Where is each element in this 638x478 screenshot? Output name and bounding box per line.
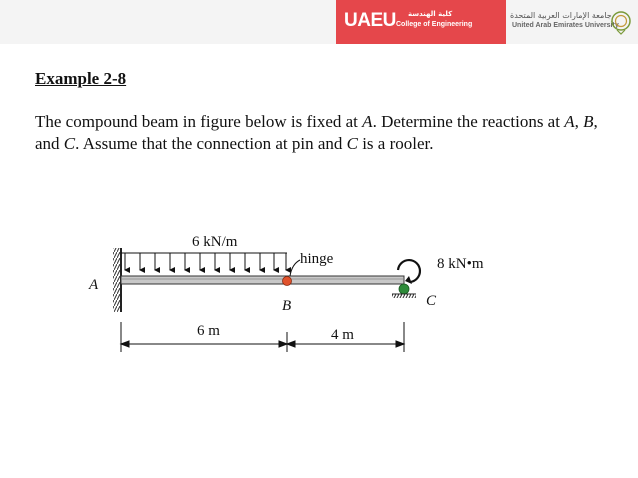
hinge-pin [283, 277, 292, 286]
point-b-label: B [282, 298, 292, 314]
span-bc-label: 4 m [331, 327, 354, 343]
uaeu-logo: UAEU [344, 10, 396, 31]
roller-support-c [392, 284, 416, 298]
university-name-arabic: جامعة الإمارات العربية المتحدة [510, 11, 612, 20]
point-a-ref: A [362, 112, 373, 131]
dimension-lines [121, 322, 404, 352]
point-a-label: A [89, 277, 99, 293]
example-title: Example 2-8 [35, 69, 127, 88]
point-c-ref: C [63, 134, 76, 153]
problem-statement: The compound beam in figure below is fixed at A. Determine the reactions at A, B, and C. Assume that the connection at pin and C is a rooler. [35, 112, 598, 153]
point-b-ref: B [583, 112, 594, 131]
distributed-load [121, 253, 287, 270]
hinge-leader [290, 260, 300, 276]
distributed-load-label: 6 kN/m [192, 234, 238, 250]
moment-label: 8 kN•m [437, 256, 484, 272]
point-c-label: C [426, 293, 437, 309]
hinge-label: hinge [300, 251, 334, 267]
university-name-english: United Arab Emirates University [512, 22, 619, 29]
span-ab-label: 6 m [197, 323, 220, 339]
beam [121, 276, 404, 284]
point-c-ref: C [346, 134, 358, 153]
college-name-arabic: كلية الهندسة [408, 10, 453, 18]
point-a-ref: A [564, 112, 575, 131]
college-name-english: College of Engineering [396, 21, 473, 28]
